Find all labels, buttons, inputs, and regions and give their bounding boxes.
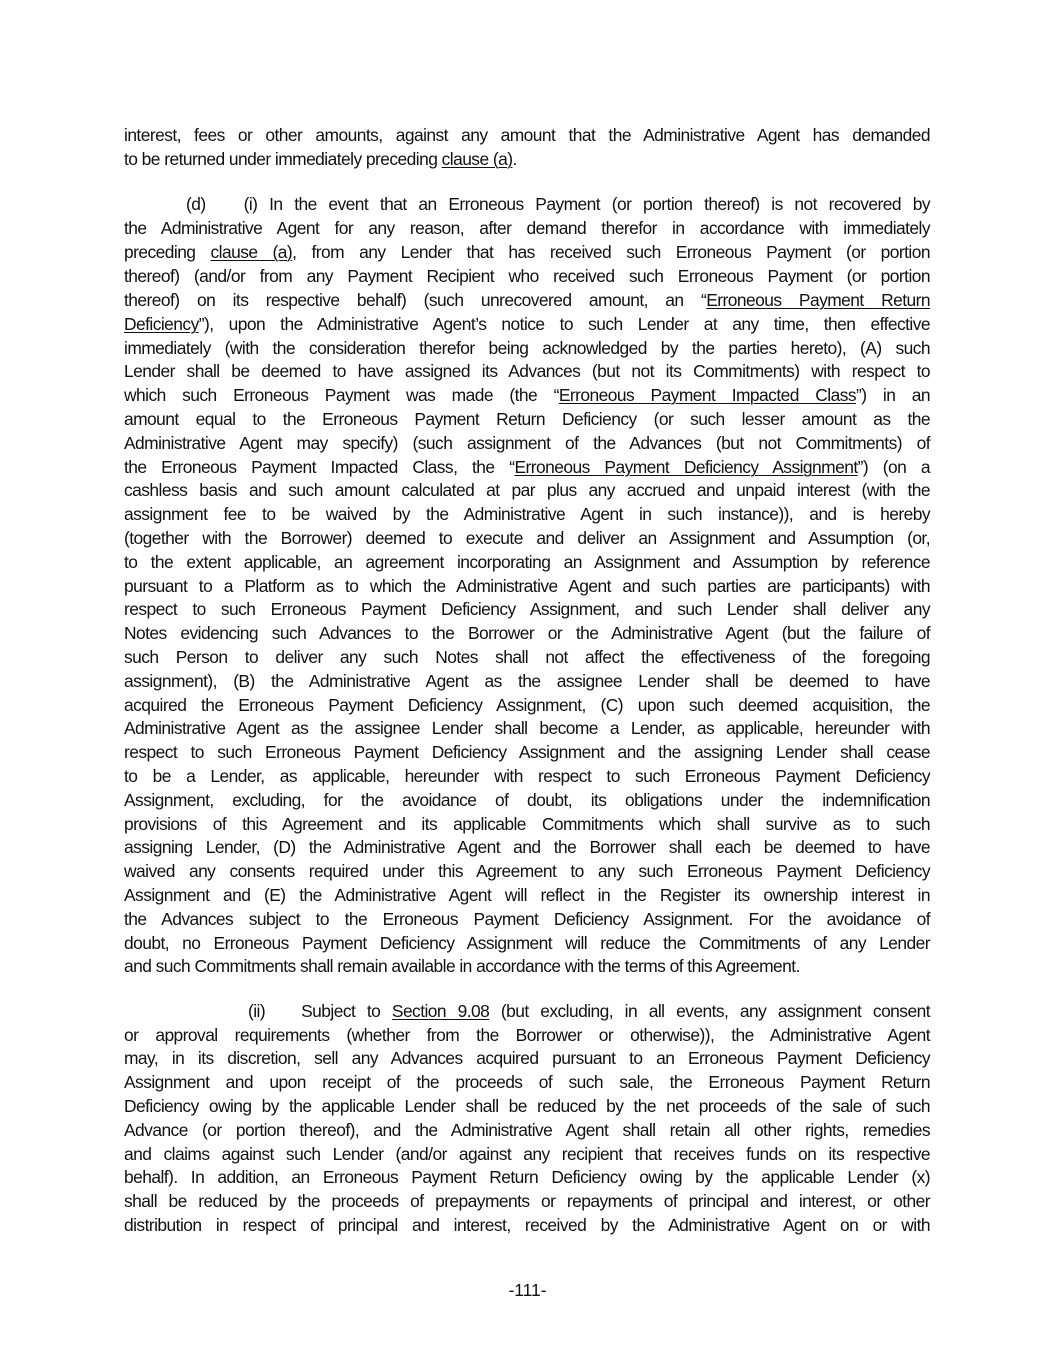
text-line: Administrative Agent may specify) (such assignment of the Advances (but not Commitments) of [124, 433, 930, 453]
text-line: behalf). In addition, an Erroneous Payment Return Deficiency owing by the applicable Lender (x) [124, 1167, 930, 1187]
text-line: immediately (with the consideration therefor being acknowledged by the parties hereto), (A) such [124, 338, 930, 358]
text-line: provisions of this Agreement and its applicable Commitments which shall survive as to such [124, 814, 930, 834]
paragraph-label-d: (d) [186, 194, 206, 214]
text-line: Assignment, excluding, for the avoidance of doubt, its obligations under the indemnification [124, 790, 930, 810]
text-line: amount equal to the Erroneous Payment Return Deficiency (or such lesser amount as the [124, 409, 930, 429]
text-line: may, in its discretion, sell any Advances acquired pursuant to an Erroneous Payment Deficiency [124, 1048, 930, 1068]
text-line: distribution in respect of principal and interest, received by the Administrative Agent on or with [124, 1215, 930, 1235]
text-fragment: ”), upon the Administrative Agent’s notice to such Lender at any time, then effective [198, 314, 930, 334]
section-9-08-reference-link[interactable]: Section 9.08 [391, 1001, 490, 1021]
text-line: Assignment and upon receipt of the proceeds of such sale, the Erroneous Payment Return [124, 1072, 930, 1092]
text-line: and claims against such Lender (and/or against any recipient that receives funds on its respective [124, 1144, 930, 1164]
text-line: thereof) (and/or from any Payment Recipient who received such Erroneous Payment (or portion [124, 266, 930, 286]
text-line: interest, fees or other amounts, against any amount that the Administrative Agent has demanded [124, 125, 930, 145]
text-fragment: In the event that an Erroneous Payment (or portion thereof) is not recovered by [269, 194, 930, 214]
text-fragment: preceding [124, 242, 211, 262]
text-fragment: . [512, 149, 517, 169]
subparagraph-label-i: (i) [243, 194, 258, 214]
text-line: Assignment and (E) the Administrative Agent will reflect in the Register its ownership interest in [124, 885, 930, 905]
page-number: -111- [508, 1280, 547, 1300]
text-line [124, 241, 930, 265]
text-fragment: Subject to [301, 1001, 392, 1021]
text-line: the Advances subject to the Erroneous Payment Deficiency Assignment. For the avoidance of [124, 909, 930, 929]
text-line: to the extent applicable, an agreement incorporating an Assignment and Assumption by reference [124, 552, 930, 572]
text-fragment: to be returned under immediately preceding [124, 149, 442, 169]
text-line: Advance (or portion thereof), and the Administrative Agent shall retain all other rights, remedies [124, 1120, 930, 1140]
text-line [124, 313, 930, 337]
text-line [124, 148, 930, 172]
text-line: Notes evidencing such Advances to the Borrower or the Administrative Agent (but the failure of [124, 623, 930, 643]
text-fragment: thereof) on its respective behalf) (such unrecovered amount, an “ [124, 290, 707, 310]
text-line: and such Commitments shall remain available in accordance with the terms of this Agreement. [124, 956, 800, 976]
text-line: respect to such Erroneous Payment Deficiency Assignment, and such Lender shall deliver any [124, 599, 930, 619]
defined-term-erroneous-payment-impacted-class: Erroneous Payment Impacted Class [558, 385, 856, 405]
text-line: Lender shall be deemed to have assigned its Advances (but not its Commitments) with respect to [124, 361, 930, 381]
text-fragment: the Erroneous Payment Impacted Class, the “ [124, 457, 515, 477]
defined-term-erroneous-payment-deficiency-assignment: Erroneous Payment Deficiency Assignment [514, 457, 858, 477]
text-line: the Administrative Agent for any reason, after demand therefor in accordance with immediately [124, 218, 930, 238]
defined-term-erroneous-payment-return-deficiency: Erroneous Payment Return [706, 290, 930, 310]
text-line: cashless basis and such amount calculated at par plus any accrued and unpaid interest (with the [124, 480, 930, 500]
text-line: such Person to deliver any such Notes shall not affect the effectiveness of the foregoing [124, 647, 930, 667]
text-line: Administrative Agent as the assignee Lender shall become a Lender, as applicable, hereunder with [124, 718, 930, 738]
clause-a-reference-link[interactable]: clause (a) [210, 242, 293, 262]
text-line: shall be reduced by the proceeds of prepayments or repayments of principal and interest, or other [124, 1191, 930, 1211]
subparagraph-label-ii: (ii) [248, 1001, 266, 1021]
clause-a-reference-link[interactable]: clause (a) [441, 149, 513, 169]
text-line: assignment), (B) the Administrative Agent as the assignee Lender shall be deemed to have [124, 671, 930, 691]
text-line: doubt, no Erroneous Payment Deficiency Assignment will reduce the Commitments of any Lender [124, 933, 930, 953]
text-line: respect to such Erroneous Payment Deficiency Assignment and the assigning Lender shall cease [124, 742, 930, 762]
defined-term-erroneous-payment-return-deficiency: Deficiency [124, 314, 199, 334]
text-line: waived any consents required under this Agreement to any such Erroneous Payment Deficiency [124, 861, 930, 881]
text-line: acquired the Erroneous Payment Deficiency Assignment, (C) upon such deemed acquisition, the [124, 695, 930, 715]
text-line: to be a Lender, as applicable, hereunder with respect to such Erroneous Payment Deficiency [124, 766, 930, 786]
text-line: Deficiency owing by the applicable Lender shall be reduced by the net proceeds of the sale of such [124, 1096, 930, 1116]
text-line: (together with the Borrower) deemed to execute and deliver an Assignment and Assumption (or, [124, 528, 930, 548]
text-fragment: ”) (on a [857, 457, 931, 477]
text-fragment: which such Erroneous Payment was made (the “ [124, 385, 559, 405]
text-fragment: (but excluding, in all events, any assignment consent [489, 1001, 930, 1021]
text-line [124, 289, 930, 313]
text-line: pursuant to a Platform as to which the Administrative Agent and such parties are participants) with [124, 576, 930, 596]
text-line [124, 384, 930, 408]
text-line [124, 456, 930, 480]
text-line: assigning Lender, (D) the Administrative Agent and the Borrower shall each be deemed to have [124, 837, 930, 857]
text-fragment: , from any Lender that has received such Erroneous Payment (or portion [292, 242, 930, 262]
paragraph-d-first-line [124, 193, 930, 217]
text-fragment: ”) in an [856, 385, 930, 405]
text-line: or approval requirements (whether from the Borrower or otherwise)), the Administrative Agent [124, 1025, 930, 1045]
text-line: assignment fee to be waived by the Administrative Agent in such instance)), and is hereby [124, 504, 930, 524]
paragraph-ii-first-line [124, 1000, 930, 1024]
